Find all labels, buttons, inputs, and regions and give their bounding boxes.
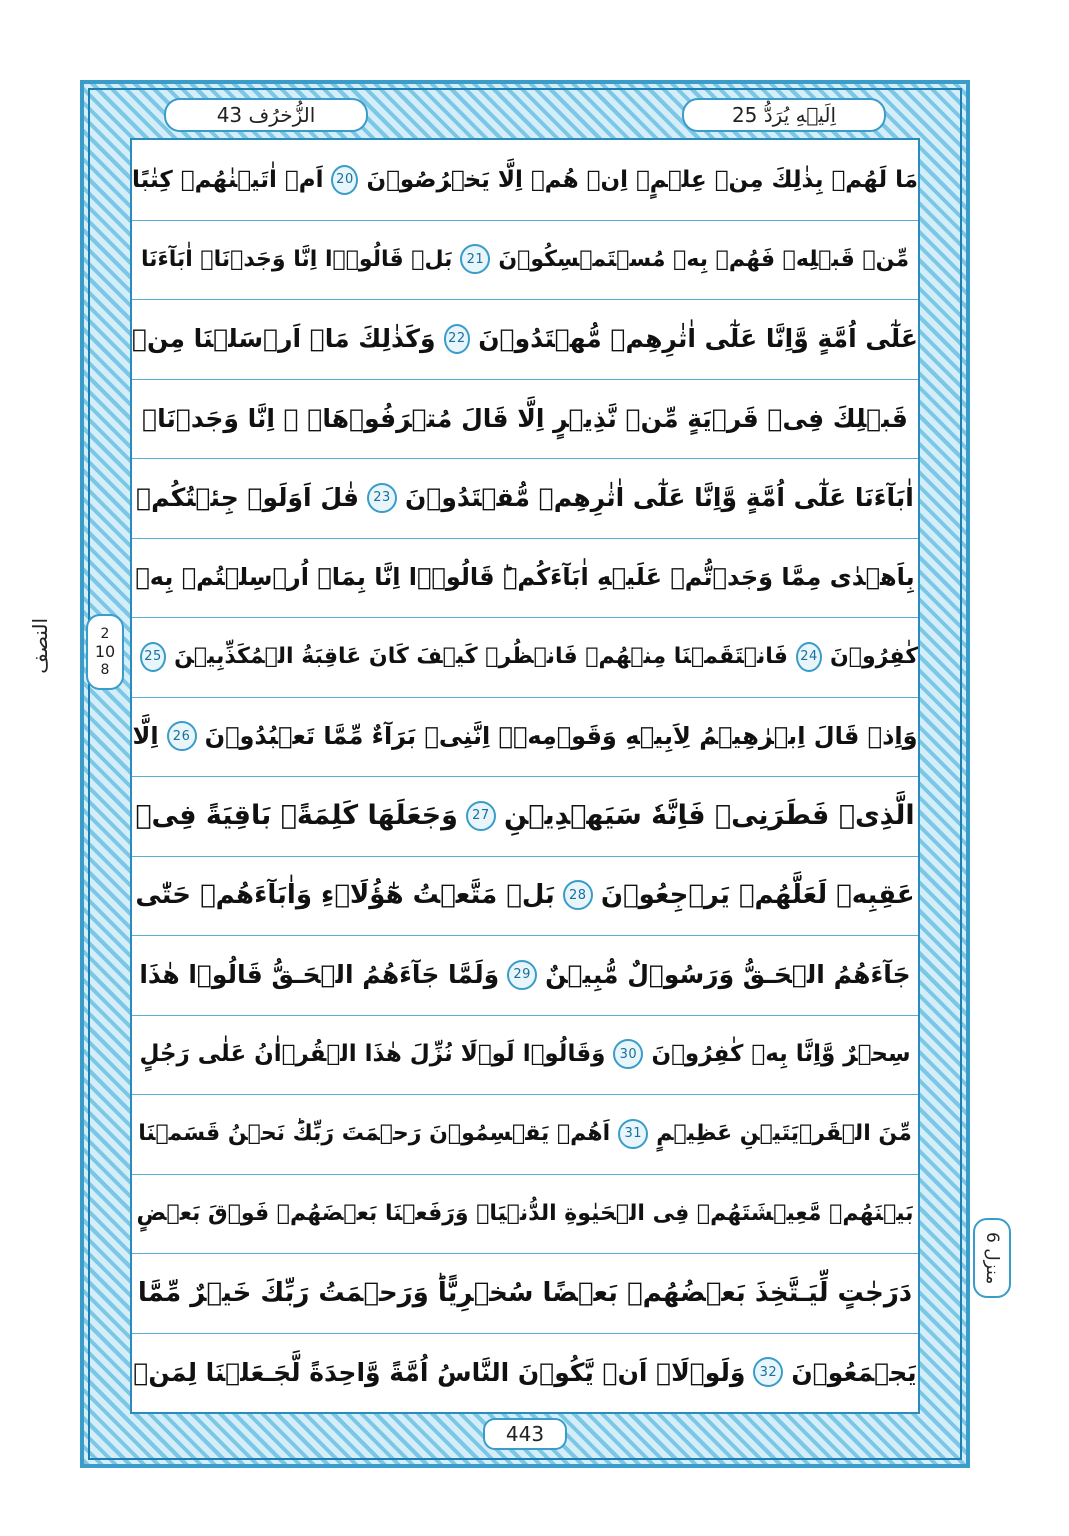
text-line [132, 538, 918, 619]
text-line [132, 458, 918, 539]
verse-text: مِّنۡ قَبۡلِهٖ فَهُمۡ بِهٖ مُسۡتَمۡسِكُوۡنَ [498, 246, 910, 272]
verse-text: بِاَهۡدٰى مِمَّا وَجَدۡتُّمۡ عَلَيۡهِ اٰبَآءَكُمۡ‌ؕ قَالُوۡۤا اِنَّا بِمَاۤ اُرۡسِلۡتُمۡ بِهٖ [135, 563, 915, 592]
text-line [132, 1094, 918, 1175]
ruku-number-mid: 10 [94, 642, 116, 661]
ayah-number-marker: 25 [140, 642, 166, 672]
nisf-marker-label: النصف [28, 618, 52, 674]
page-frame [80, 80, 970, 1468]
verse-text: مِّنَ الۡقَرۡيَتَيۡنِ عَظِيۡمٍ [656, 1121, 912, 1147]
ayah-number-marker: 32 [753, 1357, 783, 1387]
verse-text: يَجۡمَعُوۡنَ [791, 1357, 917, 1387]
text-line [132, 617, 918, 698]
verse-text: بَلۡ قَالُوۡۤا اِنَّا وَجَدۡنَاۤ اٰبَآءَنَا [140, 246, 453, 272]
text-line [132, 776, 918, 857]
juz-name-label: اِلَيۡهِ يُرَدُّ 25 [682, 98, 886, 132]
verse-text: عَقِبِهٖ لَعَلَّهُمۡ يَرۡجِعُوۡنَ [600, 880, 915, 911]
ayah-number-marker: 27 [466, 801, 496, 831]
verse-text: بَيۡنَهُمۡ مَّعِيۡشَتَهُمۡ فِى الۡحَيٰوةِ الدُّنۡيَا‌ۙ وَرَفَعۡنَا بَعۡضَهُمۡ فَوۡقَ بَعۡضٍ [136, 1200, 914, 1226]
ayah-number-marker: 20 [331, 165, 358, 195]
verse-text: اِلَّا [132, 722, 159, 751]
text-line [132, 1333, 918, 1413]
verse-text: عَلٰٓى اُمَّةٍ وَّاِنَّا عَلٰٓى اٰثٰرِهِمۡ مُّهۡتَدُوۡنَ [478, 324, 918, 354]
page-header [114, 94, 936, 134]
ayah-number-marker: 26 [167, 721, 197, 751]
verse-text: اٰبَآءَنَا عَلٰٓى اُمَّةٍ وَّاِنَّا عَلٰٓى اٰثٰرِهِمۡ مُّقۡتَدُوۡنَ [405, 483, 914, 513]
ayah-number-marker: 24 [796, 642, 822, 672]
verse-text: الَّذِىۡ فَطَرَنِىۡ فَاِنَّهٗ سَيَهۡدِيۡنِ [503, 800, 915, 832]
text-line [132, 856, 918, 937]
ayah-number-marker: 21 [460, 244, 490, 274]
verse-text: جَآءَهُمُ الۡحَـقُّ وَرَسُوۡلٌ مُّبِيۡنٌ [545, 960, 911, 990]
page-number: 443 [483, 1418, 567, 1450]
surah-name-label: الزُّخرُف 43 [164, 98, 368, 132]
verse-text: وَلَوۡلَاۤ اَنۡ يَّكُوۡنَ النَّاسُ اُمَّةً وَّاحِدَةً لَّجَـعَلۡنَا لِمَنۡ [133, 1357, 746, 1387]
text-line [132, 935, 918, 1016]
verse-text: وَكَذٰلِكَ مَاۤ اَرۡسَلۡنَا مِنۡ [132, 324, 436, 354]
verse-text: بَلۡ مَتَّعۡتُ هٰٓؤُلَاۤءِ وَاٰبَآءَهُمۡ حَتّٰى [135, 880, 555, 911]
manzil-label: منزل 6 [982, 1231, 1002, 1285]
ruku-marker [86, 614, 124, 690]
ayah-number-marker: 23 [367, 483, 397, 513]
ayah-number-marker: 31 [618, 1119, 648, 1149]
ruku-number-top: 2 [100, 626, 110, 642]
verse-text: فَانۡتَقَمۡنَا مِنۡهُمۡ‌ فَانۡظُرۡ كَيۡفَ كَانَ عَاقِبَةُ الۡمُكَذِّبِيۡنَ [174, 644, 788, 670]
verse-text: دَرَجٰتٍ لِّيَـتَّخِذَ بَعۡضُهُمۡ بَعۡضًا سُخۡرِيًّا‌ؕ وَرَحۡمَتُ رَبِّكَ خَيۡرٌ مِّمَّا [137, 1277, 913, 1308]
quran-text-panel [130, 138, 920, 1414]
verse-text: قَبۡلِكَ فِىۡ قَرۡيَةٍ مِّنۡ نَّذِيۡرٍ اِلَّا قَالَ مُتۡرَفُوۡهَاۤ ۙ اِنَّا وَجَدۡنَاۤ [142, 403, 908, 433]
verse-text: وَقَالُوۡا لَوۡلَا نُزِّلَ هٰذَا الۡقُرۡاٰنُ عَلٰى رَجُلٍ [139, 1041, 606, 1068]
ayah-number-marker: 30 [613, 1039, 643, 1069]
verse-text: سِحۡرٌ وَّاِنَّا بِهٖ كٰفِرُوۡنَ [651, 1041, 911, 1068]
text-line [132, 140, 918, 221]
verse-text: مَا لَهُمۡ بِذٰلِكَ مِنۡ عِلۡمٍ‌ۚ اِنۡ هُمۡ اِلَّا يَخۡرُصُوۡنَ [366, 166, 918, 193]
verse-text: اَهُمۡ يَقۡسِمُوۡنَ رَحۡمَتَ رَبِّكَ‌ؕ نَحۡنُ قَسَمۡنَا [138, 1121, 611, 1147]
ayah-number-marker: 22 [444, 324, 471, 354]
text-line [132, 299, 918, 380]
text-line [132, 1253, 918, 1334]
text-line [132, 1015, 918, 1096]
verse-text: قٰلَ اَوَلَوۡ جِئۡتُكُمۡ [136, 483, 360, 513]
verse-text: وَجَعَلَهَا كَلِمَةًۢ بَاقِيَةً فِىۡ [135, 800, 458, 832]
text-line [132, 1174, 918, 1255]
text-line [132, 697, 918, 778]
verse-text: وَلَمَّا جَآءَهُمُ الۡحَـقُّ قَالُوۡا هٰذَا [139, 960, 500, 990]
verse-text: اَمۡ اٰتَيۡنٰهُمۡ كِتٰبًا [132, 166, 324, 193]
verse-text: وَاِذۡ قَالَ اِبۡرٰهِيۡمُ لِاَبِيۡهِ وَقَوۡمِهٖۤ اِنَّنِىۡ بَرَآءٌ مِّمَّا تَعۡبُدُوۡنَ [204, 722, 918, 751]
text-line [132, 379, 918, 460]
text-line [132, 220, 918, 301]
ayah-number-marker: 29 [507, 960, 537, 990]
verse-text: كٰفِرُوۡنَ [830, 644, 918, 670]
manzil-marker [973, 1218, 1011, 1298]
ruku-number-bottom: 8 [100, 662, 110, 678]
ayah-number-marker: 28 [563, 880, 593, 910]
